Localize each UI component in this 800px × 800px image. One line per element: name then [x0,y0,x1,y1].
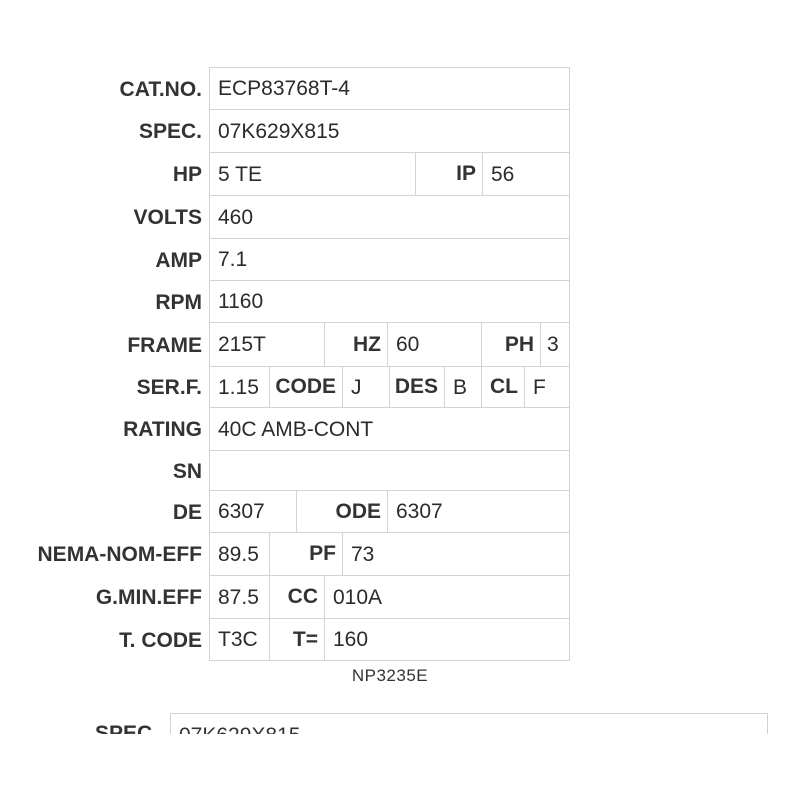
frame-value: 215T [209,323,325,367]
ode-value: 6307 [387,491,570,533]
ser-f-label: SER.F. [136,376,202,399]
ser-f-value: 1.15 [209,367,270,408]
t-eq-value: 160 [324,619,570,661]
amp-label: AMP [155,248,202,272]
hz-label: HZ [325,323,387,367]
sn-label: SN [172,459,202,483]
g-min-eff-value: 87.5 [209,576,270,619]
t-eq-label: T= [270,619,324,661]
ip-value: 56 [482,153,570,196]
t-code-label: T. CODE [119,628,202,652]
cl-value: F [524,367,570,408]
volts-value: 460 [209,196,570,239]
hp-label: HP [172,162,202,186]
hp-value: 5 TE [209,153,416,196]
nema-nom-eff-label: NEMA-NOM-EFF [37,543,202,566]
spec-label: SPEC. [138,119,202,143]
frame-label: FRAME [127,333,202,357]
cat-no-value: ECP83768T-4 [209,67,570,110]
nema-nom-eff-value: 89.5 [209,533,270,576]
sn-value [209,451,570,491]
cl-label: CL [482,367,524,408]
ph-label: PH [482,323,540,367]
rating-value: 40C AMB-CONT [209,408,570,451]
amp-value: 7.1 [209,239,570,281]
pf-value: 73 [342,533,570,576]
de-label: DE [172,500,202,524]
t-code-value: T3C [209,619,270,661]
rpm-label: RPM [155,290,202,314]
cat-no-label: CAT.NO. [119,77,202,101]
viewport-bottom [0,734,800,800]
ph-value: 3 [540,323,570,367]
ode-label: ODE [297,491,387,533]
code-label: CODE [270,367,342,408]
cc-value: 010A [324,576,570,619]
hz-value: 60 [387,323,482,367]
des-label: DES [390,367,444,408]
g-min-eff-label: G.MIN.EFF [95,586,202,609]
de-value: 6307 [209,491,297,533]
code-value: J [342,367,390,408]
pf-label: PF [270,533,342,576]
part-number: NP3235E [351,666,429,685]
rpm-value: 1160 [209,281,570,323]
ip-label: IP [416,153,482,196]
cc-label: CC [270,576,324,619]
spec-value: 07K629X815 [209,110,570,153]
rating-label: RATING [123,418,202,441]
des-value: B [444,367,482,408]
volts-label: VOLTS [133,205,202,229]
